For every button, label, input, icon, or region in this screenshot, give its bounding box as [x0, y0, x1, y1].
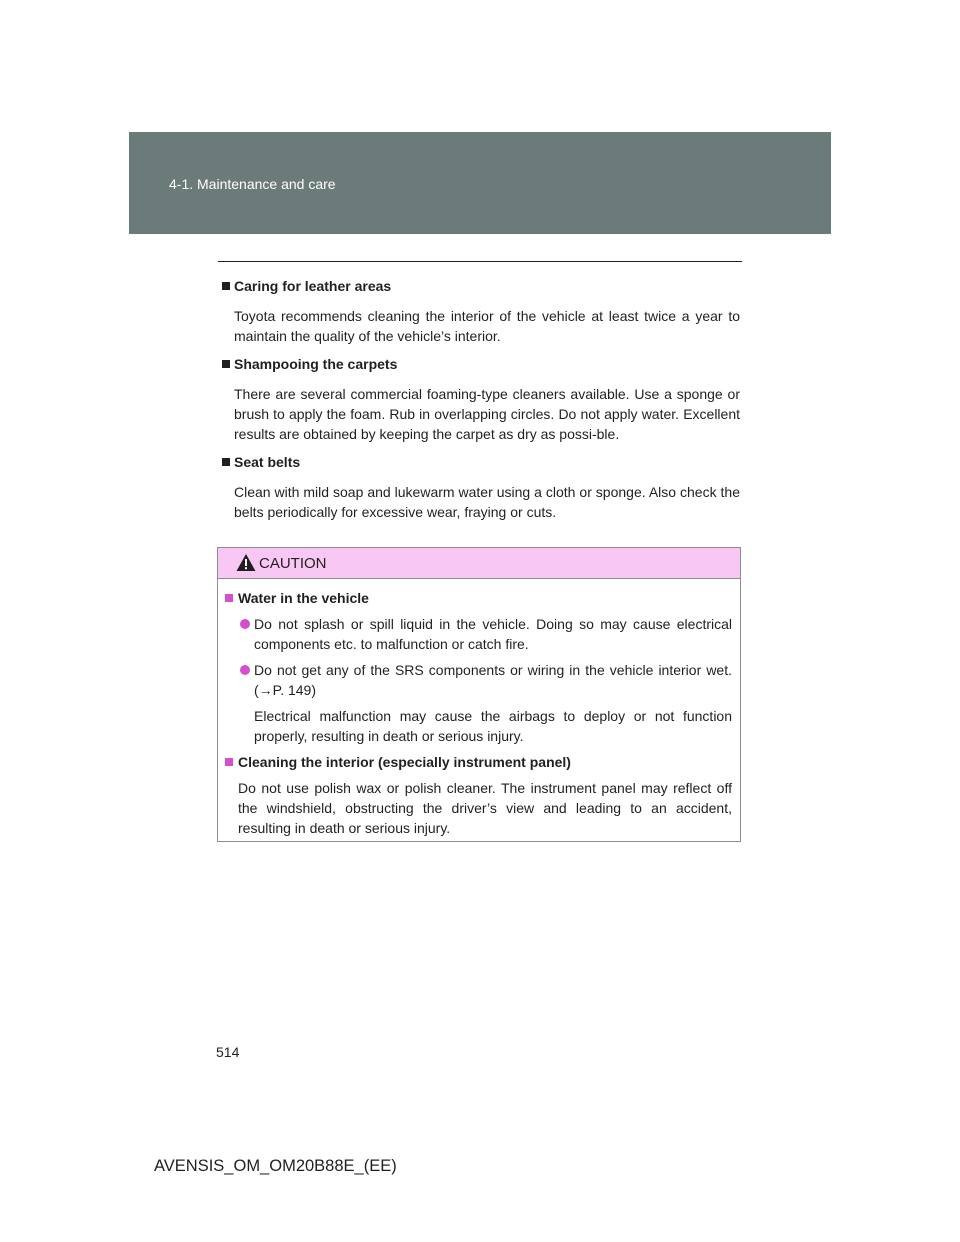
bullet-text: Do not splash or spill liquid in the vehicle. Doing so may cause electrical components etc. to malfunction or catch fire. [254, 616, 732, 652]
section-leather [218, 276, 740, 346]
main-content [218, 276, 740, 530]
caution-header [218, 548, 740, 579]
caution-item-heading [218, 588, 738, 608]
warning-triangle-icon [236, 553, 256, 572]
caution-text: Do not use polish wax or polish cleaner. The instrument panel may reflect off the windshield, obstructing the driver’s view and leading to an accident, resulting in death or serious injury. [238, 780, 732, 836]
square-bullet-icon [225, 758, 233, 766]
heading-text: Cleaning the interior (especially instrument panel) [238, 754, 571, 770]
page-number: 514 [216, 1044, 240, 1060]
square-bullet-icon [225, 594, 233, 602]
section-heading [218, 452, 740, 472]
section-heading [218, 354, 740, 374]
round-bullet-icon [240, 619, 250, 629]
caution-bullet [218, 660, 738, 700]
section-header-band [129, 132, 831, 234]
section-seat-belts [218, 452, 740, 522]
section-heading [218, 276, 740, 296]
heading-text: Caring for leather areas [234, 278, 392, 294]
bullet-text: Do not get any of the SRS components or wiring in the vehicle interior wet. (→P. 149) [254, 662, 732, 698]
section-text: Clean with mild soap and lukewarm water using a cloth or sponge. Also check the belts periodically for excessive wear, fraying or cuts. [234, 484, 740, 520]
section-carpets [218, 354, 740, 444]
caution-bullet [218, 614, 738, 654]
section-divider [218, 261, 742, 262]
section-text: Toyota recommends cleaning the interior of the vehicle at least twice a year to maintain the quality of the vehicle’s interior. [234, 308, 740, 344]
caution-title: CAUTION [259, 555, 327, 572]
heading-text: Shampooing the carpets [234, 356, 398, 372]
square-bullet-icon [222, 282, 230, 290]
round-bullet-icon [240, 665, 250, 675]
section-title: 4-1. Maintenance and care [169, 176, 336, 192]
square-bullet-icon [222, 360, 230, 368]
caution-item-heading [218, 752, 738, 772]
heading-text: Water in the vehicle [238, 590, 369, 606]
caution-body [218, 588, 738, 846]
section-text: There are several commercial foaming-type cleaners available. Use a sponge or brush to apply the foam. Rub in overlapping circles. Do not apply water. Excellent results are obtained by keeping the carpet as dry as possi-ble. [234, 386, 740, 442]
heading-text: Seat belts [234, 454, 301, 470]
square-bullet-icon [222, 458, 230, 466]
caution-note: Electrical malfunction may cause the airbags to deploy or not function properly, resulting in death or serious injury. [254, 708, 732, 744]
document-id: AVENSIS_OM_OM20B88E_(EE) [154, 1157, 397, 1175]
caution-box [217, 547, 741, 842]
